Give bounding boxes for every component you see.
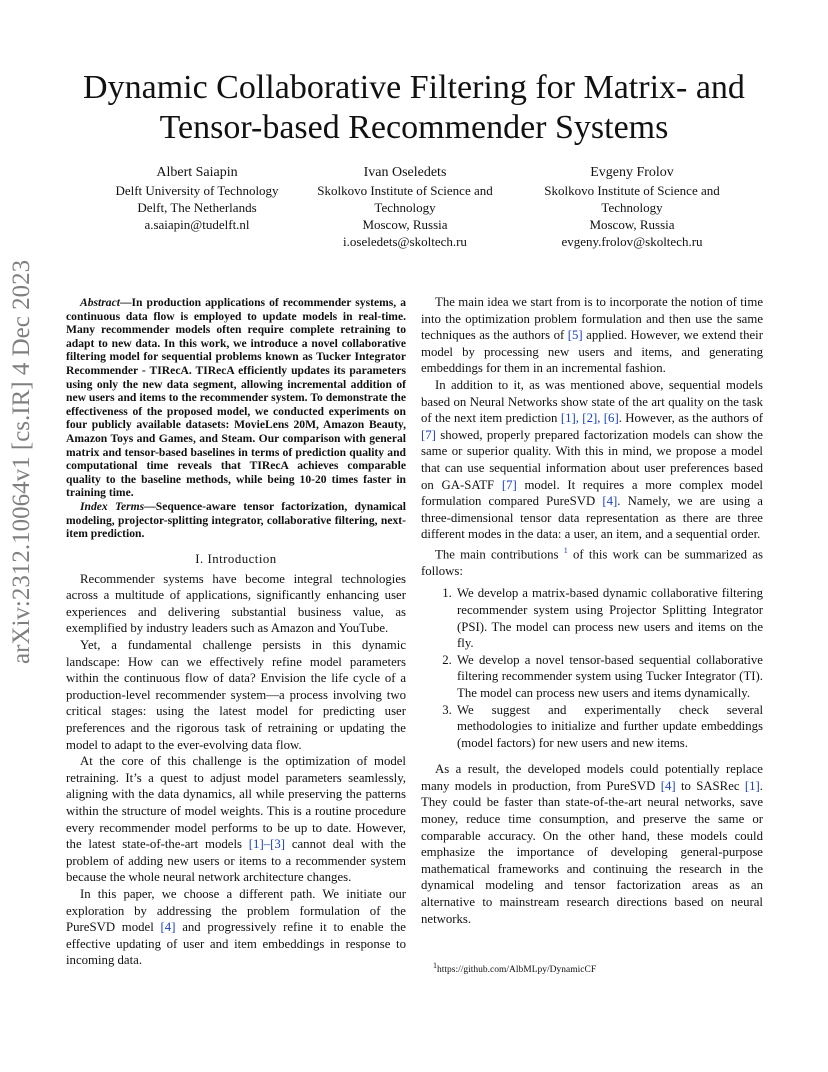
citation-link[interactable]: [1] xyxy=(744,778,760,793)
text: of this work can be summarized as follows: xyxy=(421,547,763,578)
author-name: Evgeny Frolov xyxy=(590,165,674,180)
author-affiliation-cont: Technology xyxy=(374,200,436,215)
text: and progressively refine it to enable the effective updating of user and item embeddings in response to incoming data. xyxy=(66,920,406,968)
text: cannot deal with the problem of adding new users or items to a recommender system because the whole neural network architecture changes. xyxy=(66,837,406,885)
author-email: i.oseledets@skoltech.ru xyxy=(343,234,467,249)
citation-link[interactable]: [1]–[3] xyxy=(248,837,286,852)
text: . Namely, we are using a three-dimensional tensor data representation as there are three different modes in the data: a user, an item, and a sequential order. xyxy=(421,494,763,542)
citation-link[interactable]: [1], [2], [6] xyxy=(560,411,619,426)
citation-link[interactable]: [5] xyxy=(567,328,583,343)
author-3 xyxy=(517,163,747,250)
section-heading: I. Introduction xyxy=(195,551,277,566)
author-1 xyxy=(82,163,312,233)
contributions-list xyxy=(421,585,763,751)
text: model. It requires a more complex model formulation compared PureSVD xyxy=(421,477,763,509)
arxiv-identifier: arXiv:2312.10064v1 [cs.IR] 4 Dec 2023 xyxy=(8,259,35,664)
text: showed, properly prepared factorization models can show the same or superior quality. With this in mind, we propose a model that can use sequential information about user preferences based on GA-SATF xyxy=(421,427,763,492)
abstract-label: Abstract xyxy=(80,296,120,309)
footnote-link[interactable]: https://github.com/AlbMLpy/DynamicCF xyxy=(437,965,597,976)
author-email: a.saiapin@tudelft.nl xyxy=(144,217,250,232)
index-terms-text: —Sequence-aware tensor factorization, dynamical modeling, projector-splitting integrator, collaborative filtering, next-item prediction. xyxy=(66,499,406,541)
paragraph xyxy=(421,543,763,579)
text: . They could be faster than state-of-the-art neural networks, save money, reduce time consumption, and preserve the same or comparable accuracy. On the other hand, these models could emphasize the importance of developing general-purpose mathematical frameworks and continuing the research in the dynamical modeling and tensor factorization areas as an alternative to mainstream research directions based on neural networks. xyxy=(421,778,763,926)
author-affiliation-cont: Technology xyxy=(601,200,663,215)
citation-link[interactable]: [4] xyxy=(602,494,618,509)
text: At the core of this challenge is the optimization of model retraining. It’s a quest to adjust model parameters seamlessly, aligning with the data dynamics, all while preserving the patterns within the structure of model weights. This is a routine procedure every recommender model performs to be up to date. However, the latest state-of-the-art models xyxy=(66,754,406,852)
index-terms-label: Index Terms xyxy=(80,499,145,513)
left-column xyxy=(66,296,406,969)
text: The main idea we start from is to incorporate the notion of time into the optimization problem formulation and then use the same techniques as the authors of xyxy=(421,295,763,343)
text: . However, as the authors of xyxy=(618,411,763,426)
abstract xyxy=(66,296,406,500)
paper-title: Dynamic Collaborative Filtering for Matrix- and Tensor-based Recommender Systems xyxy=(83,69,745,146)
paragraph xyxy=(66,886,406,969)
author-location: Moscow, Russia xyxy=(589,217,675,232)
citation-link[interactable]: [7] xyxy=(501,477,517,492)
author-affiliation: Skolkovo Institute of Science and xyxy=(544,183,720,198)
author-2 xyxy=(290,163,520,250)
author-location: Moscow, Russia xyxy=(362,217,448,232)
author-location: Delft, The Netherlands xyxy=(137,200,257,215)
author-name: Albert Saiapin xyxy=(156,165,238,180)
footnote-marker[interactable]: 1 xyxy=(563,545,568,555)
paragraph: Yet, a fundamental challenge persists in this dynamic landscape: How can we effectively refine model parameters within the continuous flow of data? Envision the life cycle of a production-level recommender system—a process involving two critical stages: using the latest model for predicting user preferences and the rigorous task of retraining or updating the model to adapt to the ever-evolving data flow. xyxy=(66,638,406,752)
text: applied. However, we extend their model by processing new users and items, and generating embeddings for them in an incremental fashion. xyxy=(421,328,763,376)
paragraph: Recommender systems have become integral technologies across a multitude of applications, significantly enhancing user experiences and delivering substantial business value, as exemplified by industry leaders such as Amazon and YouTube. xyxy=(66,571,406,636)
author-affiliation: Delft University of Technology xyxy=(115,183,279,198)
text: The main contributions xyxy=(435,547,564,562)
list-item: 2. We develop a novel tensor-based sequential collaborative filtering recommender system using Tucker Integrator (TI). The model can process new users and items dynamically. xyxy=(455,652,763,702)
text: to SASRec xyxy=(675,778,745,793)
text: In this paper, we choose a different path. We initiate our exploration by addressing the problem formulation of the PureSVD model xyxy=(66,886,406,935)
citation-link[interactable]: [7] xyxy=(421,427,436,442)
citation-link[interactable]: [4] xyxy=(660,778,676,793)
footnote-number: 1 xyxy=(433,961,437,970)
paragraph xyxy=(421,761,763,927)
list-item: 1. We develop a matrix-based dynamic collaborative filtering recommender system using Projector Splitting Integrator (PSI). The model can process new users and items on the fly. xyxy=(455,585,763,651)
list-item: 3. We suggest and experimentally check several methodologies to initialize and further update embeddings (model factors) for new users and new items. xyxy=(455,702,763,752)
right-column xyxy=(421,294,763,927)
footnote xyxy=(433,960,596,976)
author-affiliation: Skolkovo Institute of Science and xyxy=(317,183,493,198)
paragraph xyxy=(421,294,763,377)
abstract-text: —In production applications of recommender systems, a continuous data flow is employed to update models in real-time. Many recommender models often require complete retraining to adapt to new data. In this work, we introduce a novel collaborative filtering model for sequential problems known as Tucker Integrator Recommender - TIRecA. TIRecA efficiently updates its parameters using only the new data segment, allowing incremental addition of new users and items to the recommender system. To demonstrate the effectiveness of the proposed model, we conducted experiments on four publicly available datasets: MovieLens 20M, Amazon Beauty, Amazon Toys and Games, and Steam. Our comparison with general matrix and tensor-based baselines in terms of prediction quality and computational time reveals that TIRecA achieves comparable quality to the baseline methods, while being 10-20 times faster in training time. xyxy=(66,296,406,500)
index-terms xyxy=(66,500,406,541)
paragraph xyxy=(421,377,763,543)
citation-link[interactable]: [4] xyxy=(160,920,176,935)
text: In addition to it, as was mentioned above, sequential models based on Neural Networks show state of the art quality on the task of the next item prediction xyxy=(421,377,763,426)
author-name: Ivan Oseledets xyxy=(363,165,447,180)
text: As a result, the developed models could potentially replace many models in production, from PureSVD xyxy=(421,762,763,793)
paragraph xyxy=(66,753,406,886)
author-email: evgeny.frolov@skoltech.ru xyxy=(561,234,703,249)
